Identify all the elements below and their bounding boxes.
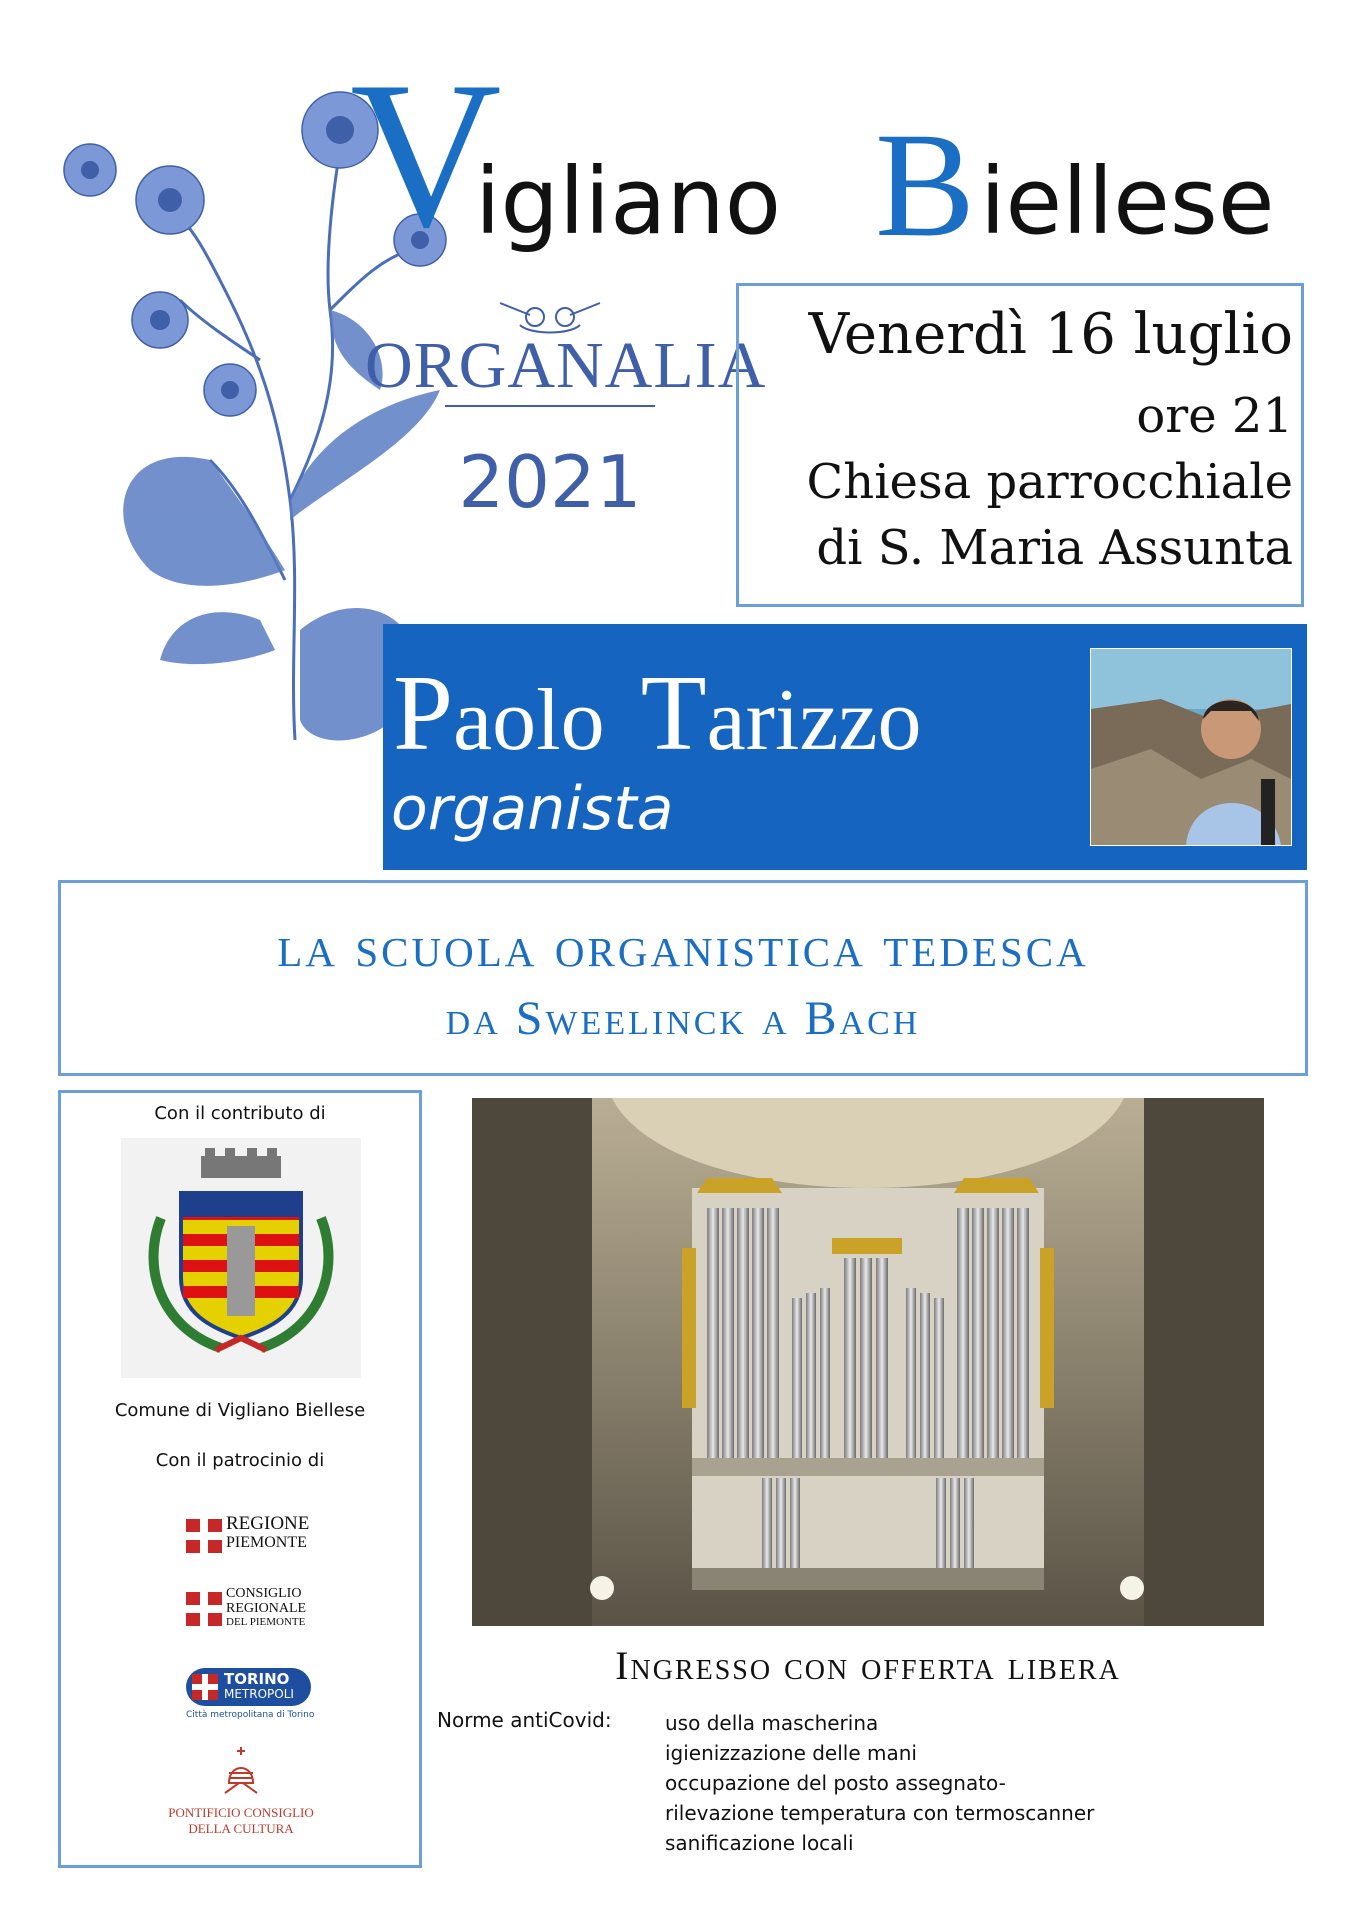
regione-line2: PIEMONTE	[226, 1534, 307, 1551]
list-item: igienizzazione delle mani	[665, 1741, 917, 1765]
coat-of-arms-icon	[121, 1138, 361, 1378]
list-item: sanificazione locali	[665, 1831, 854, 1855]
list-item: rilevazione temperatura con termoscanner	[665, 1801, 1095, 1825]
performer-photo	[1090, 648, 1292, 846]
pontificio-line1: PONTIFICIO CONSIGLIO	[168, 1805, 314, 1820]
performer-first-rest: aolo	[453, 672, 605, 769]
patronage-label: Con il patrocinio di	[155, 1450, 325, 1471]
program-box	[58, 880, 1308, 1076]
program-title: la scuola organistica tedesca	[277, 914, 1089, 979]
title-word-biellese: iellese	[980, 148, 1275, 255]
performer-last-rest: arizzo	[706, 672, 922, 769]
program-subtitle: da Sweelinck a Bach	[445, 992, 921, 1045]
performer-last-initial: T	[640, 654, 707, 773]
covid-rules-list	[665, 1708, 1094, 1858]
performer-role: organista	[391, 774, 674, 844]
red-cross-shield-icon	[186, 1519, 222, 1553]
title-initial-v: V	[350, 39, 502, 271]
consiglio-regionale-logo	[186, 1586, 346, 1636]
festival-name: ORGANALIA	[365, 329, 767, 402]
pontificio-consiglio-logo	[121, 1743, 361, 1853]
festival-underline	[445, 405, 655, 407]
event-info-box	[736, 283, 1304, 607]
consiglio-line1: CONSIGLIO	[226, 1586, 302, 1601]
red-cross-shield-icon	[186, 1592, 222, 1626]
regione-line1: REGIONE	[226, 1513, 310, 1534]
consiglio-line3: DEL PIEMONTE	[226, 1616, 306, 1628]
event-venue-line2: di S. Maria Assunta	[816, 520, 1293, 576]
title-initial-b: B	[875, 102, 976, 268]
torino-line1: TORINO	[224, 1670, 290, 1688]
list-item: uso della mascherina	[665, 1711, 879, 1735]
performer-band	[383, 624, 1307, 870]
performer-first-initial: P	[393, 654, 454, 773]
sponsors-box	[58, 1090, 422, 1868]
church-organ-photo	[472, 1098, 1264, 1626]
entry-notice: Ingresso con offerta libera	[615, 1643, 1121, 1688]
list-item: occupazione del posto assegnato-	[665, 1771, 1006, 1795]
torino-line2: METROPOLI	[224, 1687, 294, 1701]
pontificio-line2: DELLA CULTURA	[188, 1821, 294, 1836]
festival-logo	[365, 295, 767, 415]
municipality-name: Comune di Vigliano Biellese	[114, 1400, 366, 1421]
title-word-vigliano: igliano	[475, 148, 782, 255]
performer-name	[393, 652, 922, 776]
event-venue-line1: Chiesa parrocchiale	[806, 454, 1293, 510]
contribution-label: Con il contributo di	[154, 1103, 326, 1124]
covid-rules-label: Norme antiCovid:	[437, 1708, 612, 1732]
event-time: ore 21	[1136, 388, 1293, 444]
red-cross-shield-icon	[192, 1674, 218, 1700]
papal-tiara-icon	[211, 1743, 271, 1801]
regione-piemonte-logo	[186, 1513, 346, 1557]
event-date: Venerdì 16 luglio	[808, 302, 1293, 367]
consiglio-line2: REGIONALE	[226, 1601, 307, 1616]
page-title	[300, 39, 1340, 280]
torino-line3: Città metropolitana di Torino	[186, 1710, 315, 1720]
torino-metropoli-logo	[186, 1668, 366, 1728]
festival-year: 2021	[458, 440, 642, 524]
